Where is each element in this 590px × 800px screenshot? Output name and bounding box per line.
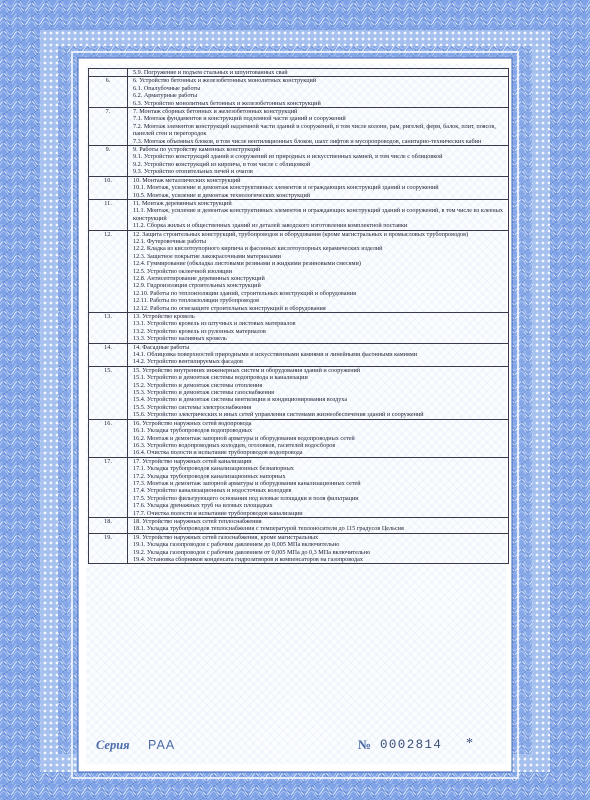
work-item: 12.10. Работы по теплоизоляции зданий, строительных конструкций и оборудования xyxy=(133,289,356,297)
row-description xyxy=(128,366,509,419)
table-row xyxy=(89,313,509,344)
series-value: РАА xyxy=(148,738,176,752)
row-number: 19. xyxy=(89,533,128,564)
work-item: 9.1. Устройство конструкций зданий и сооружений из природных и искусственных камней, в том числе с облицовкой xyxy=(133,153,443,161)
work-item: 12.3. Защитное покрытие лакокрасочными материалами xyxy=(133,252,281,260)
work-item: 16.4. Очистка полости и испытание трубопроводов водопровода xyxy=(133,449,303,457)
work-item: 5.9. Погружение и подъем стальных и шпунтованных свай xyxy=(133,69,288,76)
star-mark: * xyxy=(466,736,473,751)
work-item: 12.2. Кладка из кислотоупорного кирпича и фасонных кислотоупорных керамических изделий xyxy=(133,245,383,253)
row-description xyxy=(128,176,509,199)
number-label: № xyxy=(358,737,372,752)
work-item: 7.1. Монтаж фундаментов и конструкций подземной части зданий и сооружений xyxy=(133,115,346,123)
work-item: 15.1. Устройство и демонтаж системы водопровода и канализации xyxy=(133,374,308,382)
work-item: 17. Устройство наружных сетей канализации xyxy=(133,457,252,465)
row-description xyxy=(128,533,509,564)
work-item: 6.2. Арматурные работы xyxy=(133,92,198,100)
row-number: 11. xyxy=(89,199,128,230)
row-description xyxy=(128,69,509,77)
work-item: 17.5. Устройство фильтрующего основания под иловые площадки и поля фильтрации xyxy=(133,494,359,502)
row-description xyxy=(128,77,509,108)
work-item: 13.2. Устройство кровель из рулонных материалов xyxy=(133,327,266,335)
work-item: 10. Монтаж металлических конструкций xyxy=(133,176,241,184)
row-number: 15. xyxy=(89,366,128,419)
work-item: 14.2. Устройство вентилируемых фасадов xyxy=(133,358,243,366)
work-item: 12.5. Устройство оклеечной изоляции xyxy=(133,267,233,275)
row-description xyxy=(128,146,509,177)
work-item: 15.2. Устройство и демонтаж системы отопления xyxy=(133,381,263,389)
row-number: 16. xyxy=(89,419,128,457)
certificate-number: 0002814 xyxy=(380,738,443,752)
work-item: 10.5. Монтаж, усиление и демонтаж технологических конструкций xyxy=(133,191,311,199)
work-item: 17.7. Очистка полости и испытание трубопроводов канализации xyxy=(133,509,303,517)
row-number: 12. xyxy=(89,230,128,312)
work-item: 7.2. Монтаж элементов конструкций надземной части зданий и сооружений, в том числе колонн, рам, ригелей, ферм, балок, плит, поясов, панелей стен и перегородок xyxy=(133,122,496,138)
work-item: 10.1. Монтаж, усиление и демонтаж конструктивных элементов и ограждающих конструкций зданий и сооружений xyxy=(133,184,439,192)
work-item: 14.1. Облицовка поверхностей природными и искусственными камнями и линейными фасонными камнями xyxy=(133,351,418,359)
work-item: 13.1. Устройство кровель из штучных и листовых материалов xyxy=(133,320,296,328)
work-item: 17.3. Монтаж и демонтаж запорной арматуры и оборудования канализационных сетей xyxy=(133,479,361,487)
table-row xyxy=(89,176,509,199)
work-item: 9.2. Устройство конструкций из кирпича, в том числе с облицовкой xyxy=(133,160,311,168)
work-item: 12.12. Работы по огнезащите строительных конструкций и оборудования xyxy=(133,304,326,312)
work-item: 7.3. Монтаж объемных блоков, в том числе вентиляционных блоков, шахт лифтов и мусоропроводов, санитарно-технических кабин xyxy=(133,137,482,145)
work-item: 19.2. Укладка газопроводов с рабочим давлением от 0,005 МПа до 0,3 МПа включительно xyxy=(133,548,371,556)
table-row xyxy=(89,77,509,108)
work-item: 12.4. Гуммирование (обкладка листовыми резинами и жидкими резиновыми смесями) xyxy=(133,260,361,268)
row-number: 6. xyxy=(89,77,128,108)
work-item: 6.1. Опалубочные работы xyxy=(133,84,201,92)
work-item: 16.2. Монтаж и демонтаж запорной арматуры и оборудования водопроводных сетей xyxy=(133,434,355,442)
row-description xyxy=(128,419,509,457)
work-item: 6.3. Устройство монолитных бетонных и железобетонных конструкций xyxy=(133,99,321,107)
table-row xyxy=(89,419,509,457)
work-item: 9. Работы по устройству каменных конструкций xyxy=(133,146,261,154)
work-item: 12.8. Антисептирование деревянных конструкций xyxy=(133,274,265,282)
work-item: 19.4. Установка сборников конденсата гидрозатворов и компенсаторов на газопроводах xyxy=(133,556,363,563)
row-description xyxy=(128,230,509,312)
work-item: 11.2. Сборка жилых и общественных зданий из деталей заводского изготовления комплектной поставки xyxy=(133,222,408,230)
work-item: 12.11. Работы по теплоизоляции трубопроводов xyxy=(133,297,260,305)
work-item: 18. Устройство наружных сетей теплоснабжения xyxy=(133,517,262,525)
work-item: 18.1. Укладка трубопроводов теплоснабжения с температурой теплоносителя до 115 градусов Цельсия xyxy=(133,525,404,533)
work-item: 19. Устройство наружных сетей газоснабжения, кроме магистральных xyxy=(133,533,319,541)
table-row xyxy=(89,366,509,419)
row-number: 18. xyxy=(89,517,128,533)
table-row xyxy=(89,69,509,77)
row-number: 7. xyxy=(89,108,128,146)
work-item: 13. Устройство кровель xyxy=(133,313,195,320)
work-item: 7. Монтаж сборных бетонных и железобетонных конструкций xyxy=(133,108,298,116)
work-item: 17.1. Укладка трубопроводов канализационных безнапорных xyxy=(133,465,294,473)
work-item: 15.6. Устройство электрических и иных сетей управления системами жизнеобеспечения зданий и сооружений xyxy=(133,411,424,419)
row-number: 13. xyxy=(89,313,128,344)
work-item: 13.3. Устройство наливных кровель xyxy=(133,335,227,343)
table-row xyxy=(89,517,509,533)
table-row xyxy=(89,457,509,517)
work-item: 12.1. Футеровочные работы xyxy=(133,237,207,245)
certificate-footer xyxy=(96,736,496,760)
work-item: 16.1. Укладка трубопроводов водопроводных xyxy=(133,427,253,435)
table-row xyxy=(89,230,509,312)
work-item: 15.5. Устройство системы электроснабжения xyxy=(133,403,252,411)
work-item: 15.4. Устройство и демонтаж системы вентиляции и кондиционирования воздуха xyxy=(133,396,348,404)
row-description xyxy=(128,457,509,517)
work-item: 6. Устройство бетонных и железобетонных монолитных конструкций xyxy=(133,77,317,85)
work-item: 16.3. Устройство водопроводных колодцев, оголовков, гасителей водосборов xyxy=(133,441,336,449)
work-item: 17.2. Укладка трубопроводов канализационных напорных xyxy=(133,472,286,480)
work-types-table xyxy=(88,68,509,564)
table-row xyxy=(89,199,509,230)
row-number: 10. xyxy=(89,176,128,199)
row-description xyxy=(128,517,509,533)
table-row xyxy=(89,146,509,177)
work-item: 14. Фасадные работы xyxy=(133,343,190,351)
table-row xyxy=(89,108,509,146)
row-description xyxy=(128,343,509,366)
row-number: 17. xyxy=(89,457,128,517)
work-item: 11.1. Монтаж, усиление и демонтаж конструктивных элементов и ограждающих конструкций зданий и сооружений, в том числе из клееных конструкций xyxy=(133,207,503,222)
row-description xyxy=(128,199,509,230)
work-item: 15. Устройство внутренних инженерных систем и оборудования зданий и сооружений xyxy=(133,366,361,374)
work-item: 12. Защита строительных конструкций, трубопроводов и оборудования (кроме магистральных и промысловых трубопроводов) xyxy=(133,230,469,238)
row-number xyxy=(89,69,128,77)
work-types-list xyxy=(88,68,509,564)
work-item: 11. Монтаж деревянных конструкций xyxy=(133,199,232,207)
work-item: 17.6. Укладка дренажных труб на иловых площадках xyxy=(133,502,273,510)
work-item: 19.1. Укладка газопроводов с рабочим давлением до 0,005 МПа включительно xyxy=(133,541,340,549)
work-item: 9.3. Устройство отопительных печей и очагов xyxy=(133,168,253,176)
table-row xyxy=(89,343,509,366)
series-label: Серия xyxy=(96,738,130,752)
row-number: 14. xyxy=(89,343,128,366)
table-row xyxy=(89,533,509,564)
work-item: 12.9. Гидроизоляция строительных конструкций xyxy=(133,282,261,290)
row-description xyxy=(128,108,509,146)
work-item: 15.3. Устройство и демонтаж системы газоснабжения xyxy=(133,389,274,397)
work-item: 16. Устройство наружных сетей водопровода xyxy=(133,419,252,427)
row-number: 9. xyxy=(89,146,128,177)
work-item: 17.4. Устройство канализационных и водосточных колодцев xyxy=(133,487,292,495)
row-description xyxy=(128,313,509,344)
